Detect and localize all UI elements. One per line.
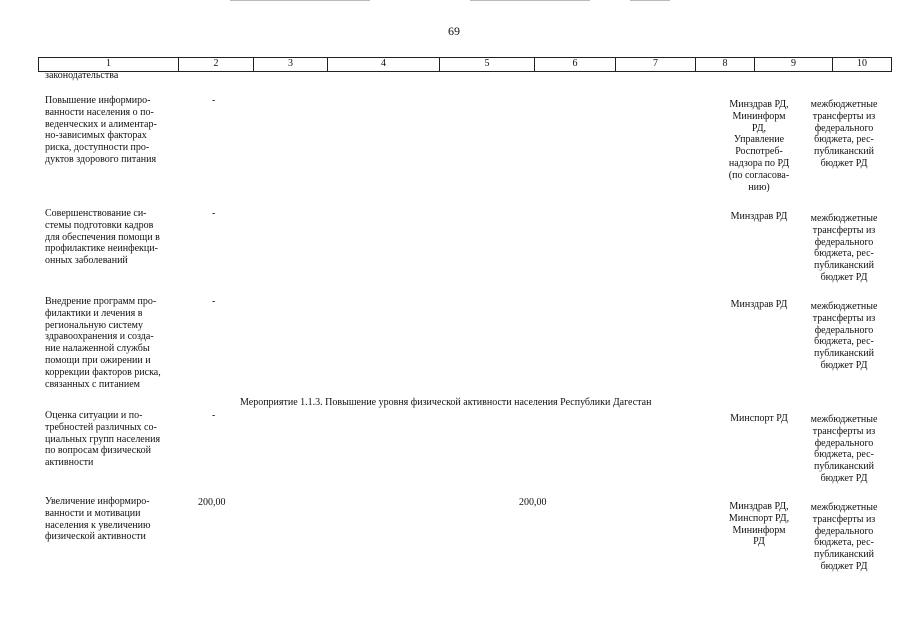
row-2-description: Совершенствование си- стемы подготовки кадров для обеспечения помощи в профилактике неинфекци- онных заболеваний	[45, 208, 160, 267]
column-header-3: 3	[254, 58, 328, 71]
row-2-col2: -	[212, 208, 216, 219]
row-1-executor: Минздрав РД, Мининформ РД, Управление Роспотреб- надзора по РД (по согласова- нию)	[728, 99, 790, 193]
row-3-executor: Минздрав РД	[730, 299, 788, 310]
carryover-text: законодательства	[45, 70, 119, 81]
row-5-executor: Минздрав РД, Минспорт РД, Мининформ РД	[728, 501, 790, 548]
row-2-funding: межбюджетные трансферты из федерального бюджета, рес- публиканский бюджет РД	[810, 213, 878, 283]
row-3-funding: межбюджетные трансферты из федерального бюджета, рес- публиканский бюджет РД	[810, 301, 878, 371]
column-header-6: 6	[535, 58, 616, 71]
row-5-description: Увеличение информиро- ванности и мотивации населения к увеличению физической активности	[45, 496, 151, 543]
row-1-funding: межбюджетные трансферты из федерального бюджета, рес- публиканский бюджет РД	[810, 99, 878, 169]
column-header-10: 10	[833, 58, 892, 71]
column-header-4: 4	[328, 58, 440, 71]
row-3-col2: -	[212, 296, 216, 307]
row-1-description: Повышение информиро- ванности населения о по- веденческих и алиментар- но-зависимых факторах риска, доступности про- дуктов здорового питания	[45, 95, 157, 165]
row-4-funding: межбюджетные трансферты из федерального бюджета, рес- публиканский бюджет РД	[810, 414, 878, 484]
column-header-1: 1	[39, 58, 179, 71]
column-header-2: 2	[179, 58, 254, 71]
row-5-funding: межбюджетные трансферты из федерального бюджета, рес- публиканский бюджет РД	[810, 502, 878, 572]
row-5-col6: 200,00	[519, 497, 547, 508]
column-number-header	[38, 57, 892, 72]
column-header-5: 5	[440, 58, 535, 71]
row-4-executor: Минспорт РД	[730, 413, 788, 424]
row-4-description: Оценка ситуации и по- требностей различных со- циальных групп населения по вопросам физической активности	[45, 410, 161, 469]
column-header-8: 8	[696, 58, 755, 71]
row-2-executor: Минздрав РД	[730, 211, 788, 222]
subsection-heading: Мероприятие 1.1.3. Повышение уровня физической активности населения Республики Дагестан	[240, 397, 652, 408]
column-header-7: 7	[616, 58, 696, 71]
row-3-description: Внедрение программ про- филактики и лечения в региональную систему здравоохранения и созда- ние налаженной службы помощи при ожирении и коррекции факторов риска, связанных с питанием	[45, 296, 161, 390]
top-edge-artifact	[630, 0, 670, 1]
column-header-9: 9	[755, 58, 833, 71]
row-4-col2: -	[212, 410, 216, 421]
top-edge-artifact	[230, 0, 370, 1]
row-1-col2: -	[212, 95, 216, 106]
row-5-col2: 200,00	[198, 497, 226, 508]
page-number: 69	[448, 24, 460, 38]
top-edge-artifact	[470, 0, 590, 1]
